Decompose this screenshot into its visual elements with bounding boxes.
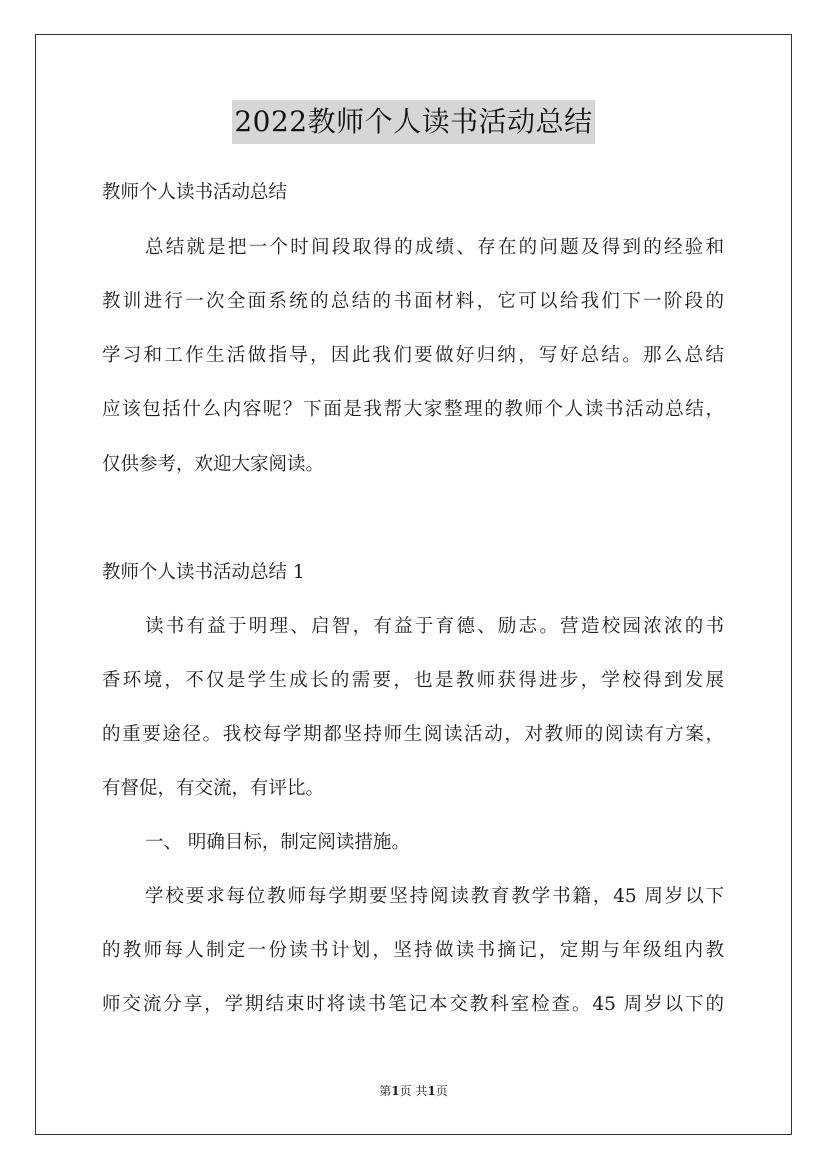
- subsection-heading: 一、 明确目标，制定阅读措施。: [145, 832, 410, 853]
- section-heading: 教师个人读书活动总结 1: [102, 562, 305, 583]
- paragraph-line: 香环境，不仅是学生成长的需要，也是教师获得进步，学校得到发展: [102, 670, 724, 691]
- page-suffix: 页: [435, 1084, 448, 1098]
- page-footer: [0, 1083, 827, 1099]
- page-current: 1: [391, 1084, 400, 1098]
- title-container: [0, 100, 827, 144]
- paragraph-line: 的教师每人制定一份读书计划，坚持做读书摘记，定期与年级组内教: [102, 940, 724, 961]
- paragraph-line: 总结就是把一个时间段取得的成绩、存在的问题及得到的经验和: [145, 237, 724, 258]
- paragraph-line: 应该包括什么内容呢？下面是我帮大家整理的教师个人读书活动总结，: [102, 399, 724, 420]
- page-prefix: 第: [379, 1084, 392, 1098]
- paragraph-line: 仅供参考，欢迎大家阅读。: [102, 454, 325, 475]
- paragraph-line: 的重要途径。我校每学期都坚持师生阅读活动，对教师的阅读有方案，: [102, 724, 724, 745]
- paragraph-line: 有督促，有交流，有评比。: [102, 778, 325, 799]
- document-title: 2022教师个人读书活动总结: [232, 100, 594, 144]
- section-heading: 教师个人读书活动总结: [102, 182, 288, 203]
- paragraph-line: 师交流分享，学期结束时将读书笔记本交教科室检查。45 周岁以下的: [102, 994, 724, 1015]
- paragraph-line: 学校要求每位教师每学期要坚持阅读教育教学书籍，45 周岁以下: [145, 886, 724, 907]
- paragraph-line: 学习和工作生活做指导，因此我们要做好归纳，写好总结。那么总结: [102, 345, 724, 366]
- page-mid: 页 共: [399, 1084, 428, 1098]
- paragraph-line: 教训进行一次全面系统的总结的书面材料，它可以给我们下一阶段的: [102, 291, 724, 312]
- paragraph-line: 读书有益于明理、启智，有益于育德、励志。营造校园浓浓的书: [145, 616, 724, 637]
- page-total: 1: [427, 1084, 436, 1098]
